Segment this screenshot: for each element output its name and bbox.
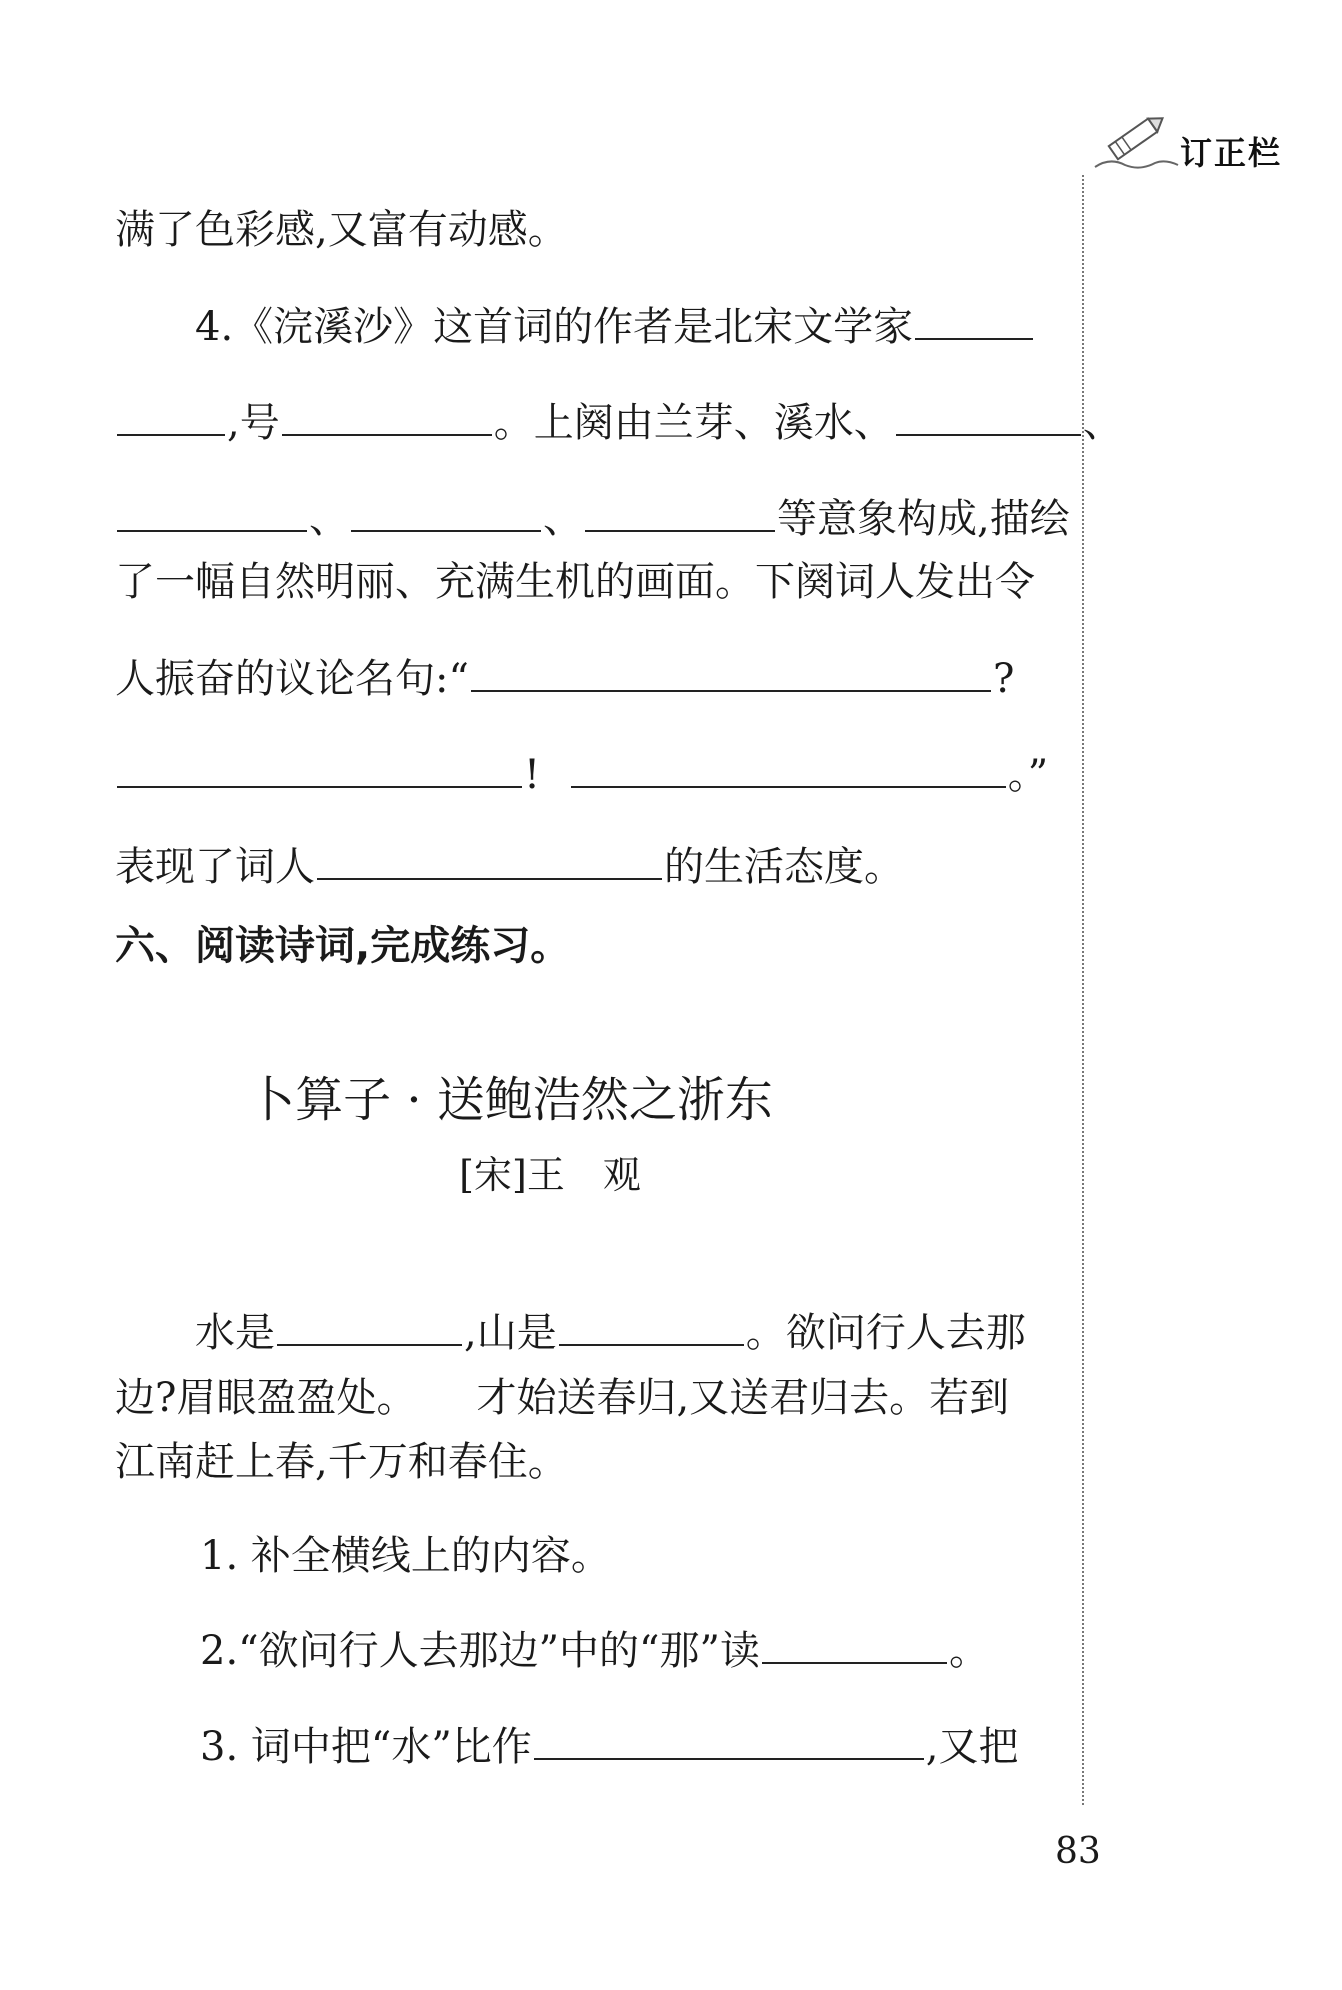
poem-title: 卜算子 · 送鲍浩然之浙东	[247, 1072, 773, 1128]
blank-quote-1[interactable]	[471, 650, 991, 692]
blank-water[interactable]	[277, 1304, 462, 1346]
poem-line-2	[115, 1370, 1060, 1426]
poem-text: 。欲问行人去那	[745, 1310, 1026, 1356]
q4-line-6	[115, 746, 1060, 802]
section-6-title: 六、阅读诗词,完成练习。	[115, 923, 571, 969]
q4-line-5	[115, 650, 1060, 706]
q4-text: 。”	[1007, 752, 1049, 798]
q4-text: 表现了词人	[115, 844, 315, 890]
question-text: ,又把	[925, 1724, 1019, 1770]
blank-imagery-2[interactable]	[117, 490, 307, 532]
blank-mountain[interactable]	[559, 1304, 744, 1346]
question-text: 2.“欲问行人去那边”中的“那”读	[200, 1628, 760, 1674]
question-3	[200, 1718, 1145, 1774]
poem-line-3	[115, 1434, 1060, 1490]
q4-text: ,号	[227, 400, 280, 446]
blank-pronunciation[interactable]	[762, 1622, 947, 1664]
q4-text: 的生活态度。	[664, 844, 904, 890]
blank-author-cont[interactable]	[117, 394, 225, 436]
q4-text: 4.《浣溪沙》这首词的作者是北宋文学家	[195, 304, 914, 350]
pencil-icon	[1090, 105, 1180, 175]
blank-quote-3[interactable]	[571, 746, 1006, 788]
poem-line-1	[195, 1304, 1140, 1360]
q4-text: 。上阕由兰芽、溪水、	[493, 400, 894, 446]
q4-text: 、	[1082, 400, 1123, 446]
q4-text: 、	[309, 496, 349, 542]
blank-pen-name[interactable]	[282, 394, 492, 436]
page-number: 83	[1055, 1831, 1101, 1872]
poem-author: [宋]王 观	[459, 1153, 641, 1197]
question-text: 1. 补全横线上的内容。	[200, 1533, 611, 1579]
q4-line-1	[195, 298, 1140, 354]
q4-intro-line	[115, 202, 1060, 258]
poem-text: 水是	[195, 1310, 275, 1356]
blank-author[interactable]	[915, 298, 1033, 340]
poem-text: 边?眉眼盈盈处。 才始送春归,又送君归去。若到	[115, 1375, 1010, 1421]
blank-imagery-1[interactable]	[896, 394, 1081, 436]
question-text: 3. 词中把“水”比作	[200, 1724, 532, 1770]
blank-imagery-3[interactable]	[351, 490, 541, 532]
blank-attitude[interactable]	[317, 838, 662, 880]
blank-quote-2[interactable]	[117, 746, 522, 788]
q4-text: 、	[543, 496, 583, 542]
question-2	[200, 1622, 1145, 1678]
correction-column-label: 订正栏	[1180, 134, 1283, 172]
q4-text: 等意象构成,描绘	[777, 496, 1070, 542]
blank-metaphor[interactable]	[534, 1718, 924, 1760]
q4-line-2	[115, 394, 1123, 450]
q4-text: 了一幅自然明丽、充满生机的画面。下阕词人发出令	[115, 559, 1035, 605]
question-1	[200, 1528, 1145, 1584]
q4-intro-text: 满了色彩感,又富有动感。	[115, 207, 568, 253]
q4-line-4	[115, 554, 1060, 610]
q4-text: !	[524, 752, 541, 798]
q4-text: ?	[992, 656, 1015, 702]
q4-line-7	[115, 838, 1060, 894]
q4-line-3	[115, 490, 1070, 546]
question-text: 。	[948, 1628, 989, 1674]
poem-text: ,山是	[464, 1310, 557, 1356]
blank-imagery-4[interactable]	[585, 490, 775, 532]
q4-text: 人振奋的议论名句:“	[115, 656, 469, 702]
poem-text: 江南赶上春,千万和春住。	[115, 1439, 568, 1485]
